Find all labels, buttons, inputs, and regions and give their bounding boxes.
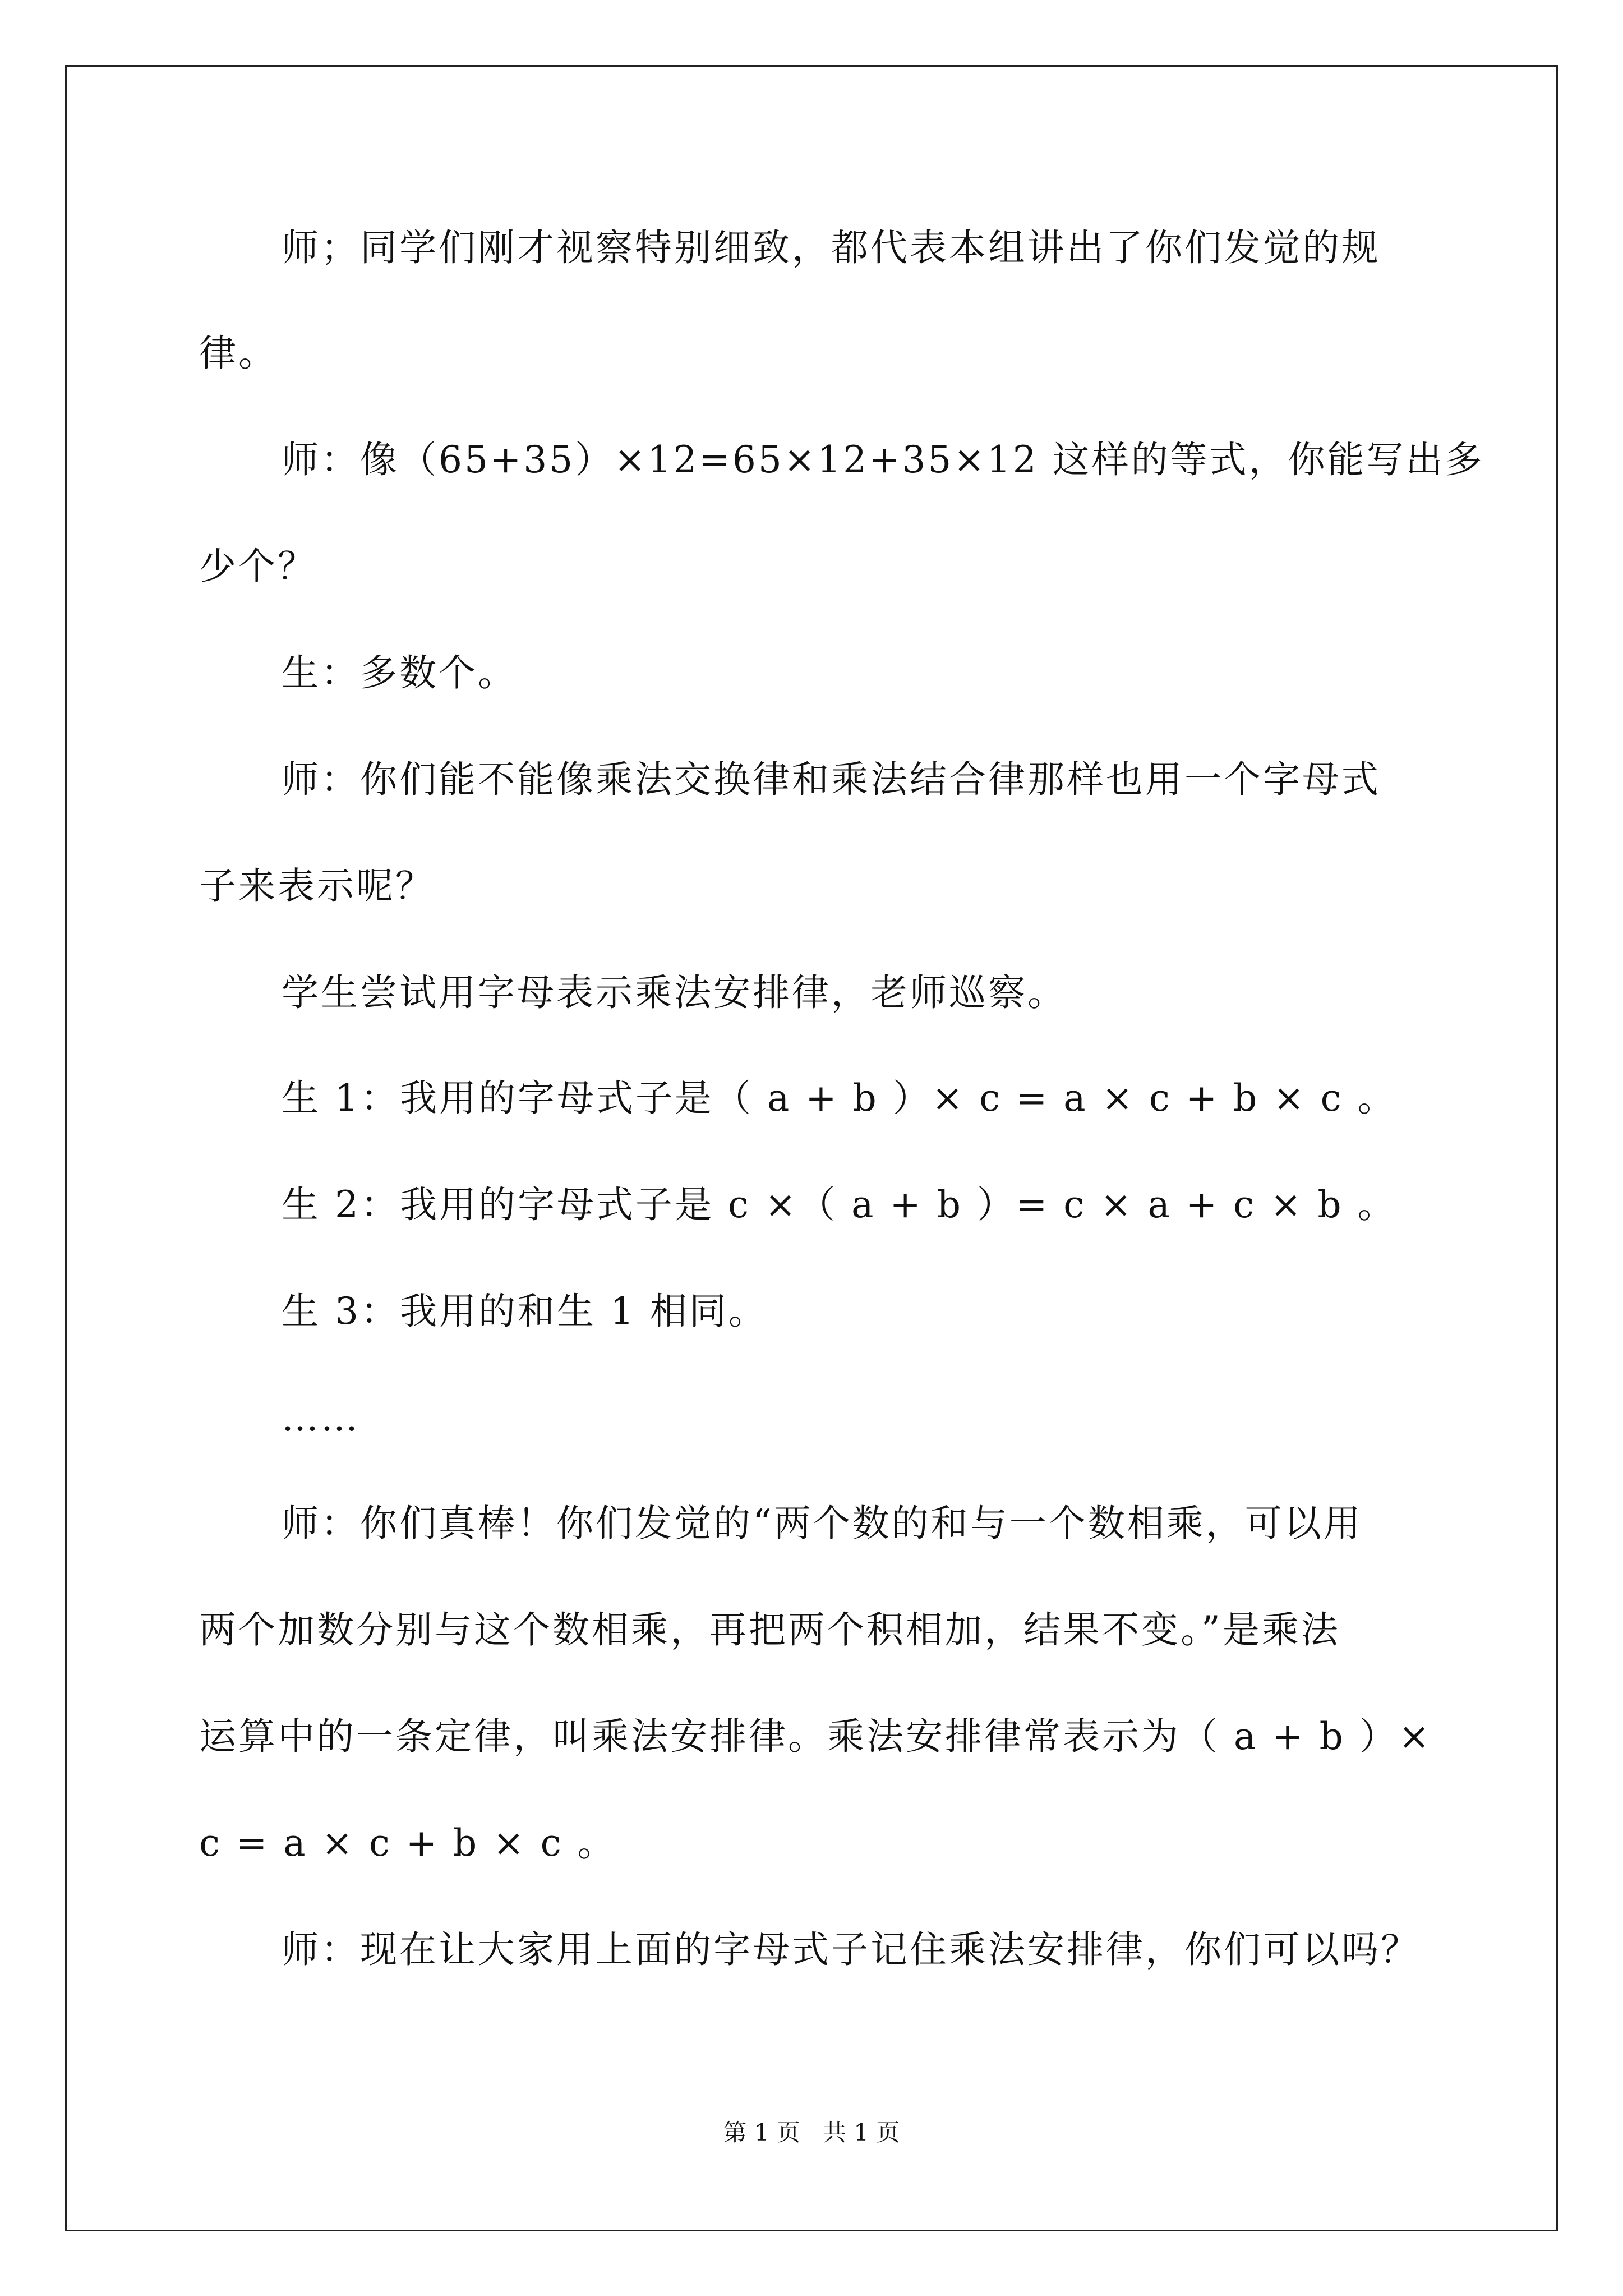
text-line: 师：你们能不能像乘法交换律和乘法结合律那样也用一个字母式: [282, 758, 1381, 801]
text-line: 师：现在让大家用上面的字母式子记住乘法安排律，你们可以吗？: [282, 1928, 1420, 1971]
text-line: 生：多数个。: [282, 651, 517, 694]
text-line: 师：像（65+35）×12=65×12+35×12 这样的等式，你能写出多: [282, 438, 1484, 481]
text-line: 运算中的一条定律，叫乘法安排律。乘法安排律常表示为（ a + b ）×: [199, 1715, 1432, 1758]
text-line: 师：你们真棒！你们发觉的“两个数的和与一个数相乘，可以用: [282, 1502, 1363, 1545]
text-line: 子来表示呢？: [199, 864, 435, 908]
text-line: 律。: [199, 332, 278, 375]
text-line: 生 3：我用的和生 1 相同。: [282, 1290, 768, 1333]
page-border: [65, 65, 1558, 2231]
text-line: 师；同学们刚才视察特别细致，都代表本组讲出了你们发觉的规: [282, 226, 1381, 269]
text-line: c = a × c + b × c 。: [199, 1821, 617, 1865]
text-line: 生 2：我用的字母式子是 c ×（ a + b ）= c × a + c × b 。: [282, 1183, 1397, 1226]
text-line: ……: [282, 1396, 360, 1439]
text-line: 生 1：我用的字母式子是（ a + b ）× c = a × c + b × c 。: [282, 1076, 1397, 1120]
page-footer: 第 1 页 共 1 页: [723, 2119, 900, 2146]
text-line: 两个加数分别与这个数相乘，再把两个积相加，结果不变。”是乘法: [199, 1608, 1340, 1651]
text-line: 学生尝试用字母表示乘法安排律，老师巡察。: [282, 971, 1067, 1014]
text-line: 少个？: [199, 545, 317, 588]
